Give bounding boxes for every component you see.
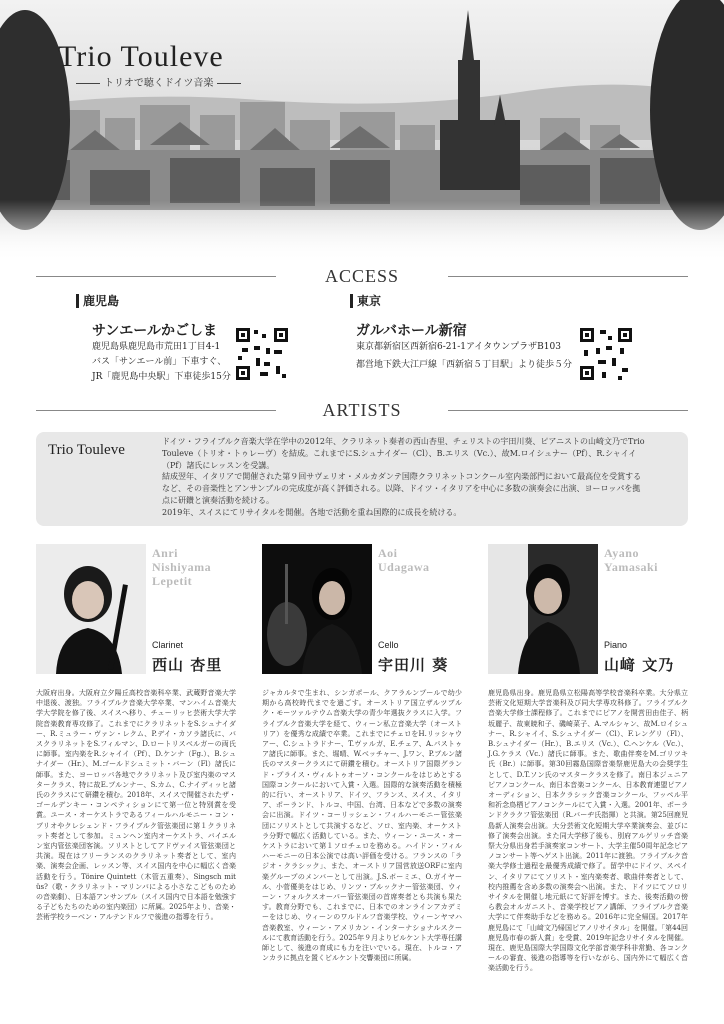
roman-name-line: Yamasaki [604,560,659,574]
address-line: 東京都新宿区西新宿6-21-1アイタウンプラザB103 [356,342,561,352]
qr-code-icon[interactable] [234,326,290,382]
artist-card-udagawa [262,544,462,684]
roman-name-line: Ayano [604,546,639,560]
artist-photo [488,544,598,674]
trio-name: Trio Touleve [48,442,125,458]
bio-line: 点に研鑽と演奏活動を続ける。 [162,495,274,505]
artist-profile-udagawa: ジャカルタで生まれ、シンガポール、クアラルンプールで幼少期から高校時代までを過ごす。オーストリア国立ザルツブルク・モーツァルテウム音楽大学の青少年選抜クラスに入学。フライブルク音楽大学を経て、ウィーン私立音楽大学（オーストリア）を優秀な成績で卒業。これまでにチェロをH.リッシャウアー、C.シュトラドナー、T.ヴァルガ、E.チェア、A.パストゥア諸氏に師事。また、堀晴、W.ベッチャー、J.ワン、P.ブルン諸氏のマスタークラスにて研鑽を積む。オーストリア国際グランド・プライス・ヴィルトゥオーソ・コンクールをはじめとする国際コンクールにおいて入賞・入選。国際的な演奏活動を積極的に行い、オーストリア、ドイツ、フランス、スイス、イタリア、ポーランド、トルコ、中国、台湾、日本などで多数の演奏会に出演。ドイツ・コーリッシェン・フィルハーモニー管弦楽団にソリストとして共演するなど、ソロ、室内楽、オーケストラ分野で幅広く活動している。また、ウィーン・ユース・オーケストラにおいて第１ソロチェロを務める。ハイドン・フィルハーモニーの日本公演では高い評価を受ける。フランスの「ラジオ・クラシック」、また、オーストリア国営放送ORFに室内楽グループのメンバーとして出演。J.S.ボーミエ、O.ガイヤール、小菅優美をはじめ、リンツ・ブルックナー管弦楽団、ウィーン・フォルクスオーパー管弦楽団の首席奏者とも共演も果たす。教育分野でも、これまでに、日本でのオンラインアカデミーをはじめ、ウィーンのワルドルフ音楽学校、ウィーンヤマハ音楽教室、ウィーン・アメリカン・インターナショナルスクールにて教育活動を行う。2025年９月よりビルケント大学専任講師として、後進の育成にも力を注いでいる。現在、トルコ・アンカラに拠点を置くビルケント交響楽団に所属。 [262,689,462,963]
venue-address [356,338,572,374]
hero-title: Trio Touleve [58,40,224,73]
artist-card-yamasaki [488,544,688,684]
access-heading: ACCESS [324,266,400,286]
hero-subtitle: トリオで聴くドイツ音楽 [72,74,245,89]
cellist-portrait-image [262,544,372,674]
hero-banner [0,0,724,262]
artist-photo [36,544,146,674]
artist-instrument: Cello [378,640,399,650]
region-label: 東京 [350,294,680,308]
address-line: 鹿児島県鹿児島市荒田1丁目4-1 [92,342,221,352]
artist-roman-name [152,546,211,588]
bio-line: Touleve（トリオ・トゥレーヴ）を結成。これまでにS.シュナイダー（Cl）、B.エリス（Vc.）、故M.ロイシュナー（Pf）、R.シャイイ [162,448,637,458]
artist-profile-nishiyama: 大阪府出身。大阪府立夕陽丘高校音楽科卒業、武蔵野音楽大学中退後、渡独。フライブルク音楽大学卒業、マンハイム音楽大学大学院を修了後、スイスへ移り、チューリッヒ芸術大学大学院音楽教育専攻修了。これまでにクラリネットをS.シュナイダー、R.ミュラー・ヴァン・レクム、P.デイ・カソラ諸氏に、バスクラリネットをS.フィルマン、D.ロートリスベルガーの両氏に師事。室内楽をR.シャイイ（Pf）、D.ケンナ（Fg.）、B.シュナイダー（Hr.）、M.ゴールドシュミット・バーン（Fl）諸氏に師事。また、ヨーロッパ各地でクラリネット及び室内楽のマスタークラス、特に故E.ブルンナー、S.カム、C.ナイディッヒ諸氏のクラスにて研鑽を積む。2018年、スイスで開催されたザ・ゴールデンキー・コンペティションにて第一位と特別賞を受賞。ユース・オーケストラであるフィールハルモニー・コン・ブリオやクレシェンド・フライブルク管弦楽団に第１クラリネット奏者として参加。ミュンヘン室内オーケストラ、バイエルン室内管弦楽団客演。ソリストとしてアドヴァイス管弦楽団と共演。現在はフリーランスのクラリネット奏者として、室内楽、演奏会企画、レッスン等、スイス国内を中心に幅広く音楽活動を行う。Tönire Quintett（木管五重奏）、Singsch mit üs?（歌・クラリネット・マリンバによる小さなこどものための音楽劇）、日本語アンサンブル（スイス国内で日本語を勉強する子どもたちのための室内楽団）に所属。2025年より、音楽・芸術学校ラーベン・アルテンドルフで後進の指導を行う。 [36,689,236,922]
venue-address [92,340,231,385]
access-heading-row [36,266,688,286]
artist-photo [262,544,372,674]
address-line: JR「鹿児島中央駅」下車徒歩15分 [92,372,231,382]
bio-line: ドイツ・フライブルク音楽大学在学中の2012年、クラリネット奏者の西山杏里、チェリストの宇田川葵、ピアニストの山崎文乃でTrio [162,437,645,446]
bio-line: （Pf）諸氏にレッスンを受講。 [162,460,275,470]
roman-name-line: Aoi [378,546,398,560]
venue-name: サンエールかごしま [92,323,218,339]
bio-line: など、その音楽性とアンサンブルの完成度が高く評価される。以降、ドイツ・イタリアを中心に多数の演奏会に出演、ヨーロッパを拠 [162,484,641,494]
roman-name-line: Nishiyama [152,560,212,574]
artist-roman-name [378,546,430,574]
artist-name: 山﨑 文乃 [604,656,675,674]
artist-name: 西山 杏里 [152,656,223,674]
roman-name-line: Anri [152,546,178,560]
qr-code-icon[interactable] [578,326,634,382]
artists-heading: ARTISTS [322,400,402,420]
roman-name-line: Lepetit [152,574,193,588]
pianist-portrait-image [488,544,598,674]
artist-instrument: Clarinet [152,640,184,650]
address-line: バス「サンエール前」下車すぐ、 [92,357,227,367]
trio-bio [162,436,678,519]
bio-line: 2019年、スイスにてリサイタルを開催。各地で活動を重ね国際的に成長を続ける。 [162,507,462,517]
region-label: 鹿児島 [76,294,406,308]
bio-line: 結成翌年、イタリアで開催された第９回サヴェリオ・メルカダンテ国際クラリネットコンクール室内楽部門において最高位を受賞する [162,472,642,482]
divider [448,410,688,411]
clarinetist-portrait-image [36,544,146,674]
address-line: 都営地下鉄大江戸線「西新宿５丁目駅」より徒歩５分 [356,360,573,370]
venue-name: ガルバホール新宿 [356,323,467,339]
access-tokyo [350,294,680,388]
artists-heading-row [36,400,688,420]
trio-intro-box [36,432,688,526]
artist-profile-yamasaki: 鹿児島県出身。鹿児島県立松陽高等学校音楽科卒業。大分県立芸術文化短期大学音楽科及び同大学専攻科修了。フライブルク音楽大学修士課程修了。これまでにピアノを開営田由佳子、柄坂麗子、故東暁和子、磯崎菜子、A.マルシャン、故M.ロイシュナー、R.シャイイ、S.シュナイダー（Cl）、F.レングリ（Fl）、B.シュナイダー（Hr.）、B.エリス（Vc.）、C.ヘンケル（Vc.）、J.G.ケラス（Vc.）諸氏に師事。また、歌曲伴奏をM.ゴリツキ氏（Br.）に師事。第30回霧島国際音楽祭鹿児島大の会奨学生として、D.T.ソン氏のマスタークラスを修了。南日本ジュニアピアノコンクール、南日本音楽コンクール、日本教育連盟ピアノオーディション、日本クラシック音楽コンクール、フッペル平和祈念鳥栖ピアノコンクールにて入賞・入選。2001年、ポーランドクラクフ管弦楽団（R.バーヂ氏指揮）と共演。第25回鹿児島新人演奏会出演。大分芸術文化短期大学卒業演奏会、並びに修了演奏会出演。また同大学移了後も、別府アルゲリッチ音楽祭大分県出身若手演奏家コンサート、大学主催50周年記念ピアノコンサート等へゲスト出演。2011年に渡独。フライブルク音楽大学修士過程を最優秀成績で修了。留学中にドイツ、スペイン、イタリアにてソリスト・室内楽奏者、歌曲伴奏者として、校内推薦を含め多数の演奏会へ出演。また、ドイツにてソロリサイタルを開催し地元紙にて好評を博す。また、後奏活動の傍ら教会オルガニスト、音楽学校ピアノ講師、フライブルク音楽大学にて伴奏助手などを務める。2016年に完全帰国。2017年鹿児島にて「山﨑文乃帰国ピアノリサイタル」を開催。「第44回鹿児島市春の新人賞」を受賞、2019年記念リサイタルを開催。現在、鹿児島国際大学国際文化学部音楽学科非常勤、各コンクールの審査、後進の指導等を行いながら、国内外にて幅広く音楽活動を行う。 [488,689,688,973]
artist-card-nishiyama [36,544,236,684]
divider [448,276,688,277]
artist-roman-name [604,546,658,574]
roman-name-line: Udagawa [378,560,430,574]
artist-instrument: Piano [604,640,628,650]
artist-name: 宇田川 葵 [378,656,449,674]
